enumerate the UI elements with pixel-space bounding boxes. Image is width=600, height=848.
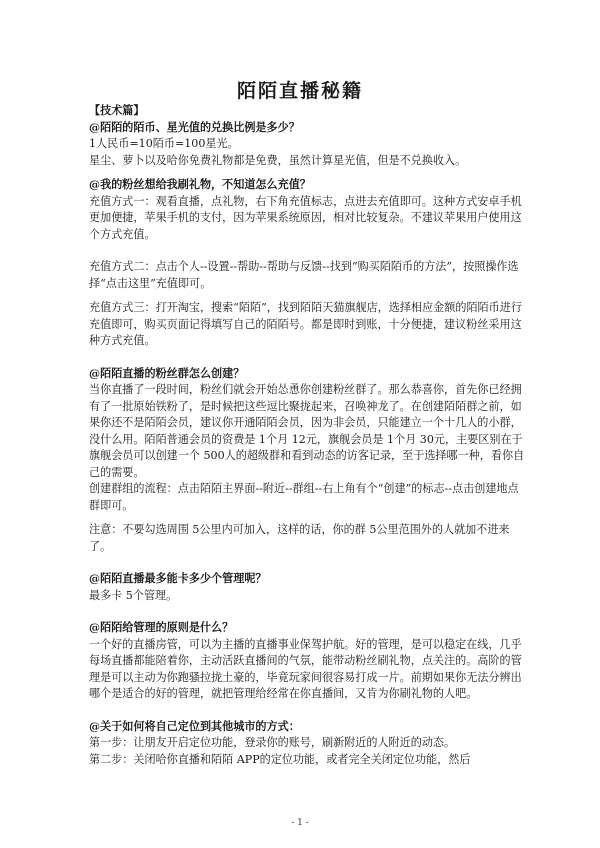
question-heading: @关于如何将自己定位到其他城市的方式： [89, 719, 300, 733]
qa-block [89, 177, 529, 350]
answer-paragraph: 第一步：让朋友开启定位功能，登录你的账号，刷新附近的人附近的动态。 [89, 736, 456, 749]
answer-paragraph: 1人民币=10陌币=100星光。 [89, 137, 239, 150]
question-heading: @我的粉丝想给我刷礼物，不知道怎么充值？ [89, 178, 311, 191]
answer-paragraph: 充值方式一：观看直播，点礼物，右下角充值标志，点进去充值即可。这种方式安卓手机更加便捷，苹果手机的支付，因为苹果系统原因，相对比较复杂。不建议苹果用户使用这个方式充值。 [89, 194, 522, 241]
qa-block [89, 620, 529, 703]
qa-block [89, 719, 529, 769]
answer-paragraph: 充值方式三：打开淘宝，搜索“陌陌”，找到陌陌天猫旗舰店，选择相应金额的陌陌币进行充值即可，购买页面记得填写自己的陌陌号。都是即时到账，十分便捷，建议粉丝采用这种方式充值。 [89, 301, 522, 347]
qa-block [89, 571, 529, 604]
page-number: - 1 - [291, 818, 309, 828]
answer-paragraph: 充值方式二：点击个人--设置--帮助--帮助与反馈--找到“购买陌陌币的方法”，按照操作选择“点击这里”充值即可。 [89, 260, 519, 290]
question-heading: @陌陌的陌币、星光值的兑换比例是多少？ [89, 120, 300, 134]
section-heading: 【技术篇】 [89, 104, 145, 117]
qa-block [89, 366, 529, 556]
document-body [89, 103, 529, 768]
answer-paragraph: 最多卡 5个管理。 [89, 588, 178, 602]
answer-paragraph: 星尘、萝卜以及哈你免费礼物都是免费，虽然计算星光值，但是不兑换收入。 [89, 153, 467, 167]
answer-paragraph: 创建群组的流程：点击陌陌主界面--附近--群组--右上角有个“创建”的标志--点击创建地点群即可。 [89, 482, 519, 512]
question-heading: @陌陌直播最多能卡多少个管理呢？ [89, 572, 267, 585]
answer-paragraph: 第二步：关闭哈你直播和陌陌 APP的定位功能，或者完全关闭定位功能，然后 [89, 752, 471, 766]
question-heading: @陌陌给管理的原则是什么？ [89, 621, 234, 634]
qa-block [89, 120, 529, 170]
question-heading: @陌陌直播的粉丝群怎么创建？ [89, 366, 245, 380]
document-title: 陌陌直播秘籍 [236, 80, 363, 102]
answer-paragraph: 注意：不要勾选周围 5公里内可加入，这样的话，你的群 5公里范围外的人就加不进来了。 [89, 523, 510, 553]
answer-paragraph: 当你直播了一段时间，粉丝们就会开始怂恿你创建粉丝群了。那么恭喜你，首先你已经拥有了一批原始铁粉了，是时候把这些逗比聚拢起来，召唤神龙了。在创建陌陌群之前，如果你还不是陌陌会员，建议你开通陌陌会员，因为非会员，只能建立一个十几人的小群，没什么用。陌陌普通会员的资费是 1个月 12元，旗舰会员是 1个月 30元，主要区别在于旗舰会员可以创建一个 500人的超级群和看到动态的访客记录，至于选择哪一种，看你自己的需要。 [89, 383, 525, 479]
answer-paragraph: 一个好的直播房管，可以为主播的直播事业保驾护航。好的管理，是可以稳定在线，几乎每场直播都能陪着你，主动活跃直播间的气氛，能带动粉丝刷礼物，点关注的。高阶的管理是可以主动为你跑骚拉拢土豪的，毕竟玩家间很容易打成一片。前期如果你无法分辨出哪个是适合的好的管理，就把管理给经常在你直播间，又肯为你刷礼物的人吧。 [89, 637, 522, 700]
